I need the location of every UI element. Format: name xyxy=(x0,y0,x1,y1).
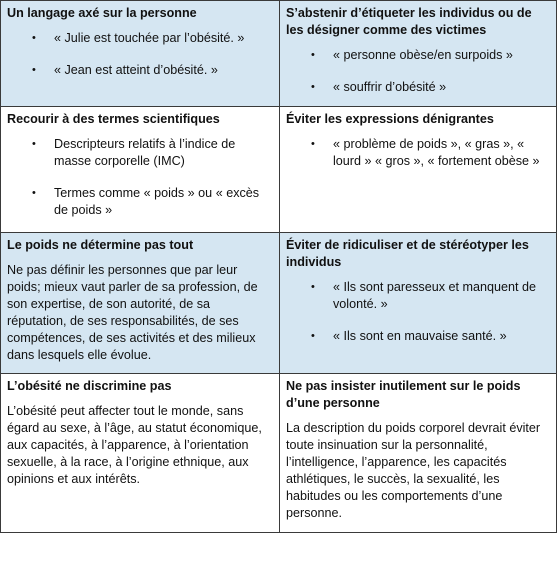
list-item xyxy=(7,185,273,219)
table-row xyxy=(1,374,557,533)
bullet-icon: • xyxy=(311,281,315,293)
bullet-list xyxy=(7,30,273,79)
list-item-text: « personne obèse/en surpoids » xyxy=(333,48,513,62)
cell-title: Un langage axé sur la personne xyxy=(7,6,197,20)
cell-text: La description du poids corporel devrait éviter toute insinuation sur la personnalité, l’intelligence, l’apparence, les capacités athlétiques, le succès, la sexualité, les habitudes ou les comportements d’une personne. xyxy=(286,421,541,520)
list-item xyxy=(7,62,273,79)
cell-title: Recourir à des termes scientifiques xyxy=(7,112,220,126)
bullet-icon: • xyxy=(32,32,36,44)
cell-text: Ne pas définir les personnes que par leur poids; mieux vaut parler de sa profession, de son expertise, de son autorité, de sa réputation, de ses responsabilités, de ses compétences, de ses activités et des milieux dans lesquels elle évolue. xyxy=(7,263,258,362)
bullet-icon: • xyxy=(32,138,36,150)
cell-title: Éviter de ridiculiser et de stéréotyper les individus xyxy=(286,238,529,269)
bullet-icon: • xyxy=(311,81,315,93)
list-item-text: « Ils sont paresseux et manquent de volonté. » xyxy=(333,280,537,311)
bullet-icon: • xyxy=(32,64,36,76)
cell-text: L’obésité peut affecter tout le monde, sans égard au sexe, à l’âge, au statut économique, aux capacités, à l’apparence, à l’orientation sexuelle, à la race, à l’origine ethnique, aux opinions et aux intérêts. xyxy=(7,404,262,486)
bullet-icon: • xyxy=(311,330,315,342)
cell-avoid-stereotypes xyxy=(280,233,557,374)
cell-title: L’obésité ne discrimine pas xyxy=(7,379,172,393)
list-item xyxy=(286,79,550,96)
cell-title: S’abstenir d’étiqueter les individus ou de les désigner comme des victimes xyxy=(286,6,532,37)
list-item xyxy=(286,328,550,345)
list-item xyxy=(286,279,550,313)
bullet-list xyxy=(286,47,550,96)
cell-person-first-language xyxy=(1,1,280,107)
bullet-icon: • xyxy=(311,138,315,150)
list-item-text: « Julie est touchée par l’obésité. » xyxy=(54,31,245,45)
bullet-list xyxy=(286,136,550,170)
list-item-text: « Ils sont en mauvaise santé. » xyxy=(333,329,507,343)
cell-title: Le poids ne détermine pas tout xyxy=(7,238,194,252)
table-row xyxy=(1,1,557,107)
cell-no-weight-emphasis xyxy=(280,374,557,533)
bullet-icon: • xyxy=(32,187,36,199)
cell-scientific-terms xyxy=(1,107,280,233)
list-item-text: Descripteurs relatifs à l’indice de masse corporelle (IMC) xyxy=(54,137,236,168)
list-item-text: « problème de poids », « gras », « lourd » « gros », « fortement obèse » xyxy=(333,137,540,168)
table-row xyxy=(1,233,557,374)
list-item xyxy=(7,30,273,47)
table-row xyxy=(1,107,557,233)
list-item-text: « souffrir d’obésité » xyxy=(333,80,447,94)
bullet-list xyxy=(7,136,273,219)
list-item xyxy=(7,136,273,170)
cell-title: Éviter les expressions dénigrantes xyxy=(286,112,494,126)
list-item xyxy=(286,136,550,170)
bullet-list xyxy=(286,279,550,345)
cell-weight-not-everything xyxy=(1,233,280,374)
cell-avoid-labels xyxy=(280,1,557,107)
list-item xyxy=(286,47,550,64)
cell-obesity-no-discrimination xyxy=(1,374,280,533)
cell-title: Ne pas insister inutilement sur le poids d’une personne xyxy=(286,379,521,410)
list-item-text: Termes comme « poids » ou « excès de poids » xyxy=(54,186,260,217)
cell-avoid-derogatory xyxy=(280,107,557,233)
bullet-icon: • xyxy=(311,49,315,61)
list-item-text: « Jean est atteint d’obésité. » xyxy=(54,63,218,77)
